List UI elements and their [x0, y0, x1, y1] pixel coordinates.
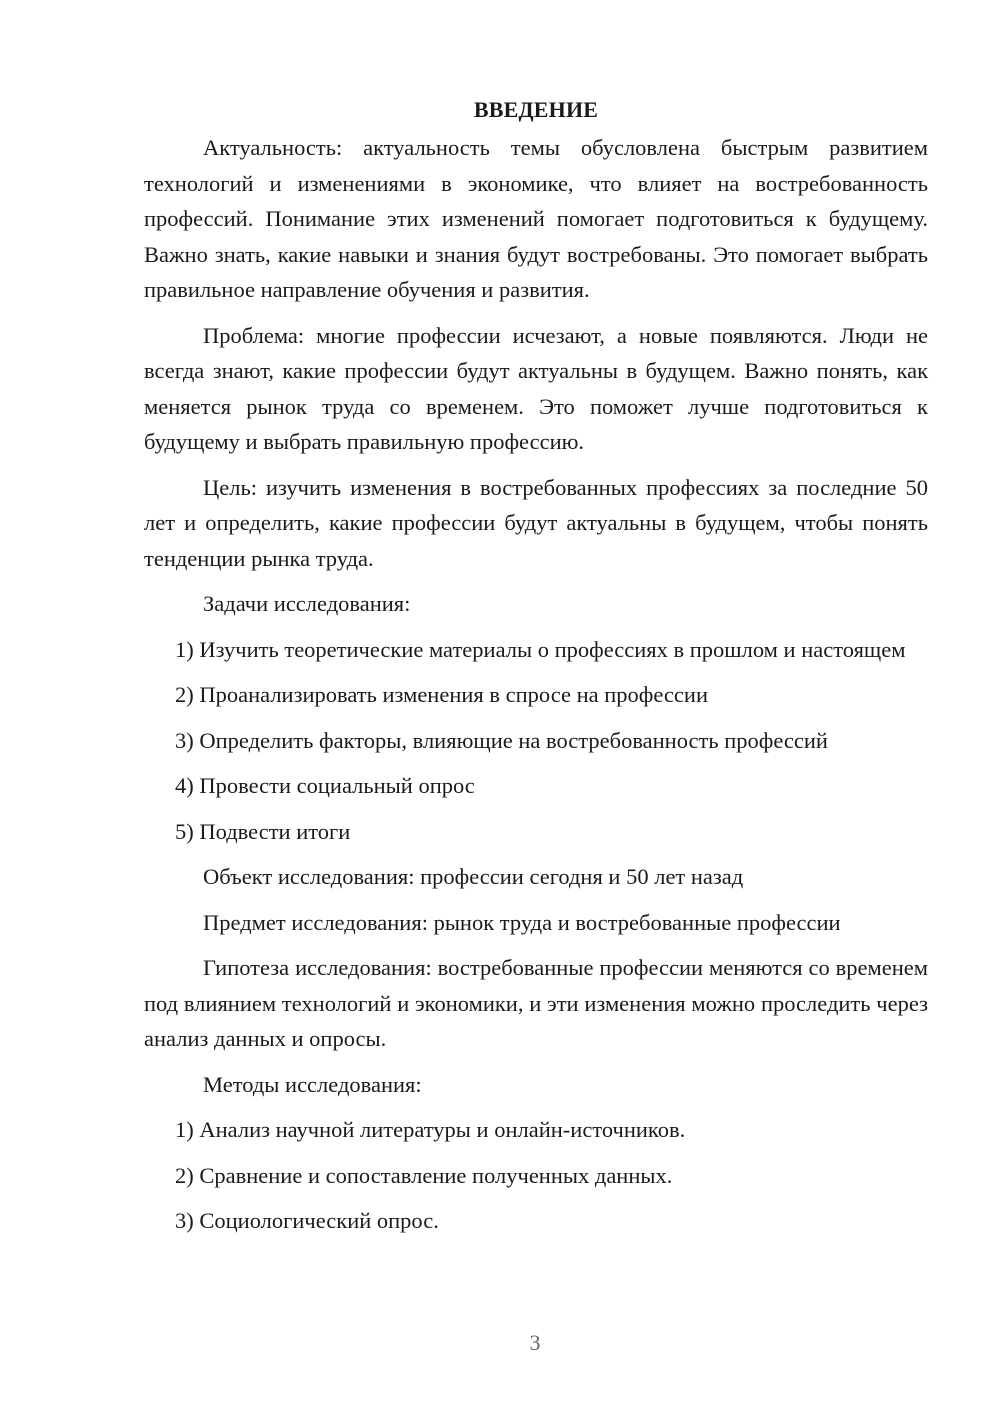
hypothesis-paragraph: Гипотеза исследования: востребованные профессии меняются со временем под влиянием технологий и экономики, и эти изменения можно проследить через анализ данных и опросы.: [144, 955, 928, 1051]
task-item: 4) Провести социальный опрос: [175, 773, 475, 798]
tasks-heading: Задачи исследования:: [203, 591, 411, 616]
relevance-paragraph: Актуальность: актуальность темы обусловлена быстрым развитием технологий и изменениями в экономике, что влияет на востребованность профессий. Понимание этих изменений помогает подготовиться к будущему. Важно знать, какие навыки и знания будут востребованы. Это помогает выбрать правильное направление обучения и развития.: [144, 135, 928, 302]
methods-heading: Методы исследования:: [203, 1071, 422, 1097]
goal-paragraph: Цель: изучить изменения в востребованных профессиях за последние 50 лет и определить, какие профессии будут актуальны в будущем, чтобы понять тенденции рынка труда.: [144, 474, 928, 571]
object-line: Объект исследования: профессии сегодня и 50 лет назад: [203, 864, 744, 889]
document-title: ВВЕДЕНИЕ: [473, 97, 599, 122]
problem-paragraph: Проблема: многие профессии исчезают, а новые появляются. Люди не всегда знают, какие профессии будут актуальны в будущем. Важно понять, как меняется рынок труда со временем. Это поможет лучше подготовиться к будущему и выбрать правильную профессию.: [144, 322, 928, 454]
page-number: 3: [529, 1330, 541, 1355]
task-item: 2) Проанализировать изменения в спросе на профессии: [175, 682, 708, 707]
task-item: 1) Изучить теоретические материалы о профессиях в прошлом и настоящем: [175, 636, 906, 662]
method-item: 2) Сравнение и сопоставление полученных данных.: [175, 1162, 673, 1188]
task-item: 5) Подвести итоги: [175, 818, 351, 844]
method-item: 3) Социологический опрос.: [175, 1208, 439, 1233]
task-item: 3) Определить факторы, влияющие на востребованность профессий: [175, 727, 828, 753]
method-item: 1) Анализ научной литературы и онлайн-источников.: [175, 1117, 686, 1142]
document-page: [144, 92, 928, 1249]
subject-line: Предмет исследования: рынок труда и востребованные профессии: [203, 909, 841, 935]
